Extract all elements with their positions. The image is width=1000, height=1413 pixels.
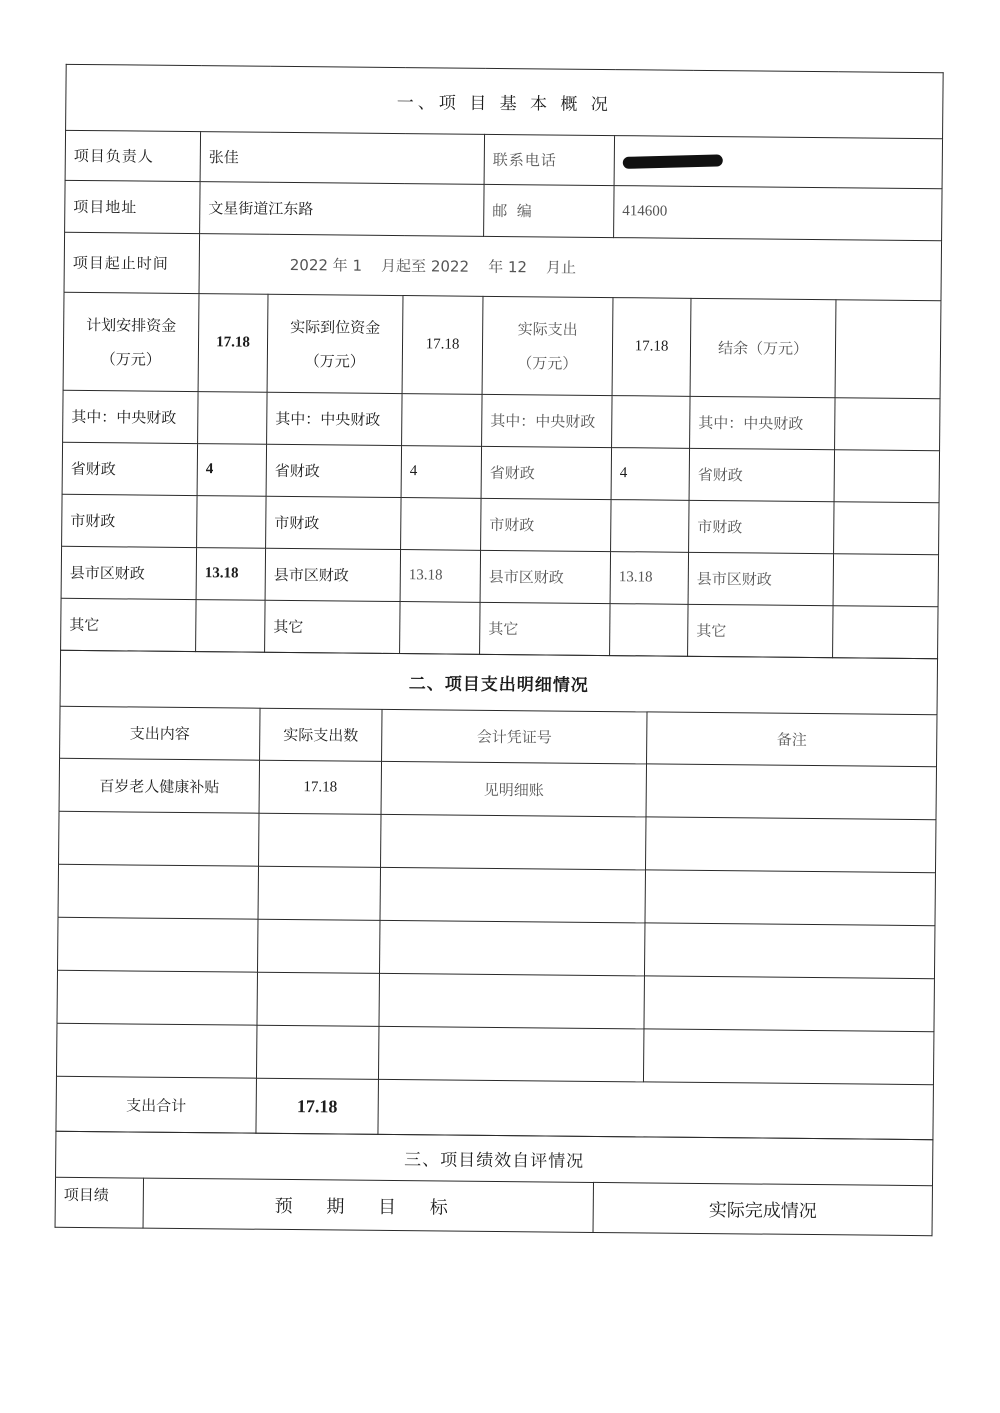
breakdown-label: 市财政: [62, 494, 197, 547]
breakdown-value: 13.18: [400, 550, 480, 603]
breakdown-row: [62, 442, 939, 502]
phone-label: 联系电话: [484, 134, 614, 185]
breakdown-value: [402, 394, 482, 447]
postcode-label: 邮 编: [484, 184, 614, 237]
expense-remark: [643, 1029, 933, 1085]
breakdown-label: 其中：中央财政: [63, 390, 198, 443]
table-row: [59, 811, 936, 872]
planned-funds-label-line2: （万元）: [100, 349, 161, 369]
expense-amount: [258, 866, 381, 920]
header-voucher: 会计凭证号: [382, 709, 647, 764]
expense-content: [56, 1023, 256, 1078]
period-label: 项目起止时间: [64, 232, 200, 293]
table-row: [57, 970, 934, 1031]
expense-voucher: [378, 1026, 643, 1082]
total-label: 支出合计: [56, 1076, 257, 1133]
expense-content: [58, 917, 258, 972]
breakdown-label: 县市区财政: [480, 550, 610, 603]
breakdown-label: 其它: [480, 602, 610, 655]
breakdown-value: 4: [401, 446, 481, 499]
basic-overview-table: [60, 64, 944, 659]
report-form: [54, 64, 942, 1257]
breakdown-label: 其中：中央财政: [267, 392, 402, 445]
breakdown-label: 市财政: [481, 498, 611, 551]
breakdown-label: 县市区财政: [61, 546, 196, 599]
header-amount: 实际支出数: [260, 708, 382, 761]
address-value: 文星街道江东路: [200, 182, 484, 237]
breakdown-value: 4: [197, 444, 266, 497]
breakdown-value: [610, 604, 688, 657]
breakdown-label: 县市区财政: [688, 552, 833, 605]
breakdown-row: [62, 494, 939, 554]
expense-amount: [257, 919, 380, 973]
expected-goal-label: 预 期 目 标: [143, 1178, 593, 1232]
breakdown-row: [63, 390, 940, 450]
breakdown-label: 其中：中央财政: [482, 394, 612, 447]
breakdown-value: [611, 500, 689, 553]
actual-spent-label-line1: 实际支出: [517, 319, 578, 339]
section3-title: 三、项目绩效自评情况: [56, 1131, 933, 1185]
received-funds-label-line2: （万元）: [304, 351, 365, 371]
breakdown-row: [61, 546, 938, 606]
breakdown-label: 市财政: [689, 500, 834, 553]
period-value: 2022 年 1 月起至 2022 年 12 月止: [199, 234, 942, 301]
expense-remark: [645, 817, 935, 873]
actual-completion-label: 实际完成情况: [593, 1182, 932, 1235]
expense-voucher: [379, 973, 644, 1029]
breakdown-value: 4: [611, 448, 689, 501]
breakdown-row: [61, 598, 938, 658]
planned-funds-value: 17.18: [198, 294, 268, 393]
expense-voucher: [380, 867, 645, 923]
redaction-mark: [623, 154, 723, 169]
expense-voucher: 见明细账: [381, 761, 646, 817]
performance-table: [55, 1131, 934, 1236]
table-row: [56, 1023, 933, 1084]
section2-title: 二、项目支出明细情况: [60, 650, 937, 714]
expense-detail-table: [55, 650, 938, 1140]
received-funds-label-line1: 实际到位资金: [290, 317, 381, 337]
header-content: 支出内容: [60, 706, 260, 760]
expense-content: [58, 864, 258, 919]
breakdown-value: 13.18: [196, 548, 265, 601]
project-leader-label: 项目负责人: [65, 130, 200, 181]
actual-spent-label: [482, 296, 613, 395]
breakdown-value: [197, 496, 266, 549]
balance-value: [835, 300, 941, 399]
section1-title: 一、项 目 基 本 概 况: [66, 64, 944, 138]
breakdown-label: 省财政: [689, 448, 834, 501]
received-funds-value: 17.18: [402, 296, 483, 395]
expense-amount: [257, 972, 380, 1026]
expense-content: [57, 970, 257, 1025]
breakdown-label: 县市区财政: [265, 548, 400, 601]
breakdown-value: [834, 502, 940, 555]
breakdown-label: 省财政: [266, 444, 401, 497]
expense-remark: [645, 870, 935, 926]
breakdown-value: [835, 398, 941, 451]
total-value: 17.18: [256, 1078, 379, 1134]
breakdown-label: 市财政: [266, 496, 401, 549]
table-row: [58, 917, 935, 978]
postcode-value: 414600: [614, 186, 943, 241]
expense-content: [59, 811, 259, 866]
breakdown-value: 13.18: [610, 552, 688, 605]
breakdown-label: 其它: [61, 598, 196, 651]
planned-funds-label: [63, 292, 199, 391]
expense-voucher: [381, 814, 646, 870]
breakdown-value: [833, 606, 939, 659]
total-blank: [378, 1079, 934, 1139]
breakdown-value: [401, 498, 481, 551]
expense-amount: 17.18: [259, 760, 382, 814]
breakdown-label: 省财政: [62, 442, 197, 495]
table-row: [58, 864, 935, 925]
breakdown-value: [196, 600, 265, 653]
actual-spent-label-line2: （万元）: [517, 353, 578, 373]
expense-remark: [644, 923, 934, 979]
breakdown-label: 其它: [265, 600, 400, 653]
header-remark: 备注: [647, 712, 937, 767]
breakdown-label: 其中：中央财政: [690, 396, 835, 449]
breakdown-value: [400, 602, 480, 655]
breakdown-value: [612, 396, 690, 449]
address-label: 项目地址: [65, 180, 200, 233]
planned-funds-label-line1: 计划安排资金: [86, 315, 177, 335]
table-row: [59, 758, 936, 819]
breakdown-label: 省财政: [481, 446, 611, 499]
breakdown-label: 其它: [688, 604, 833, 657]
expense-remark: [646, 764, 936, 820]
expense-voucher: [379, 920, 644, 976]
expense-amount: [259, 813, 382, 867]
expense-content: 百岁老人健康补贴: [59, 758, 259, 813]
phone-value: [614, 136, 942, 189]
received-funds-label: [267, 294, 403, 393]
performance-row-label: 项目绩: [55, 1177, 143, 1228]
expense-amount: [256, 1025, 379, 1079]
expense-remark: [644, 976, 934, 1032]
breakdown-value: [198, 392, 267, 445]
breakdown-value: [833, 554, 939, 607]
breakdown-value: [834, 450, 940, 503]
actual-spent-value: 17.18: [612, 298, 691, 397]
project-leader-value: 张佳: [200, 132, 484, 185]
balance-label: 结余（万元）: [690, 298, 836, 397]
